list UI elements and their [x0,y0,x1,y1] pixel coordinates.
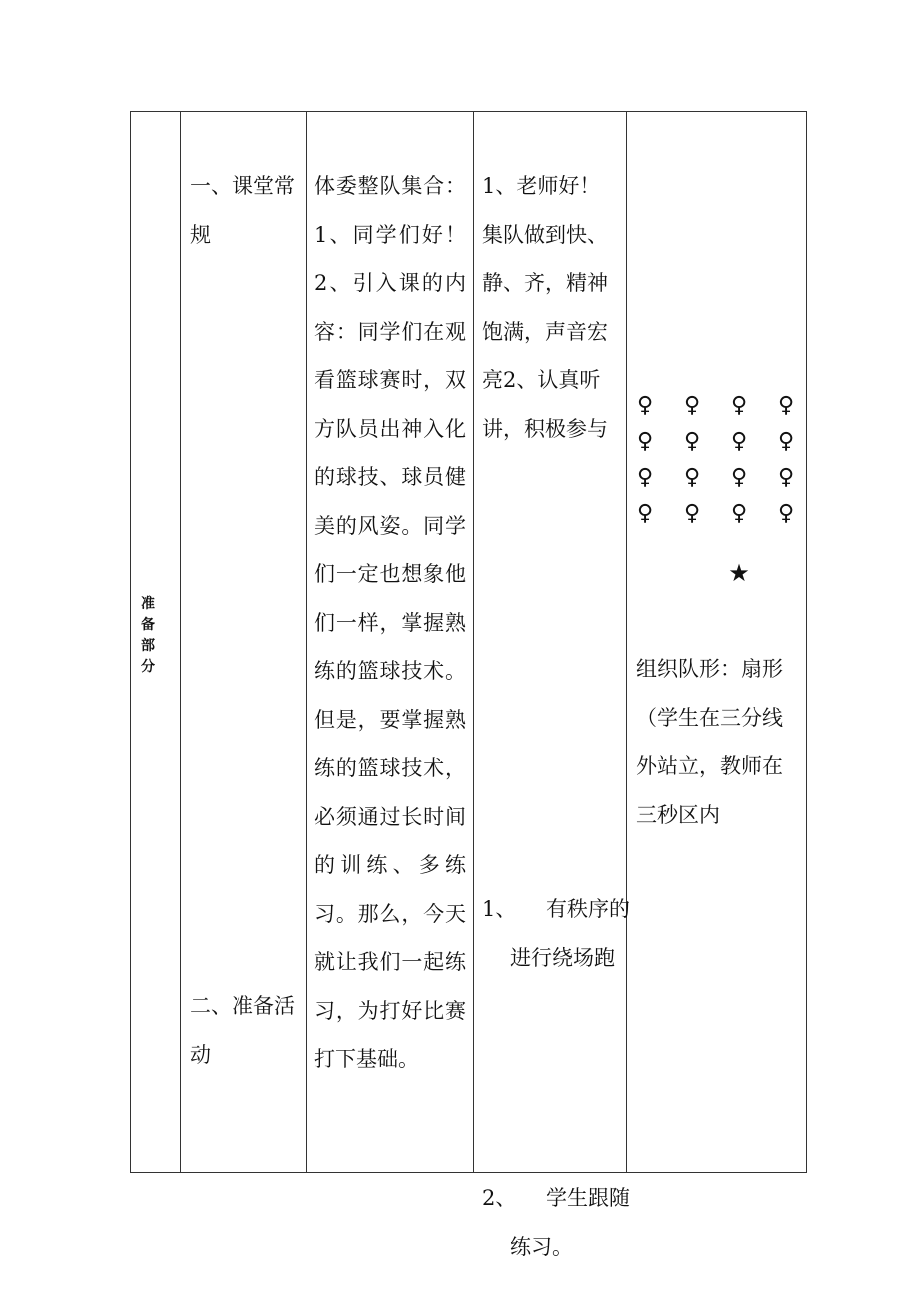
student-marker-icon: ♀ [730,429,748,454]
student-activity-follow [482,1174,648,1271]
formation-row [634,428,800,464]
student-marker-icon: ♀ [730,393,748,418]
formation-row [634,392,800,428]
column-divider [626,111,627,1173]
column-divider [306,111,307,1173]
column-divider [473,111,474,1173]
content-item-warmup: 二、准备活动 [190,994,295,1067]
student-activity-jog-text: 有秩序的进行绕场跑 [510,897,630,970]
student-marker-icon: ♀ [683,393,701,418]
student-marker-icon: ♀ [683,465,701,490]
student-marker-icon: ♀ [636,429,654,454]
list-number: 1、 [482,897,517,921]
column-divider [180,111,181,1173]
formation-diagram [634,392,800,536]
student-activity-follow-text: 学生跟随练习。 [510,1186,630,1259]
student-marker-icon: ♀ [636,465,654,490]
formation-row [634,464,800,500]
student-marker-icon: ♀ [683,429,701,454]
section-label-char: 准 [141,596,155,612]
list-number: 2、 [482,1186,517,1210]
teacher-star-icon: ★ [728,559,750,587]
student-marker-icon: ♀ [777,465,795,490]
student-marker-icon: ♀ [636,501,654,526]
teacher-activity: 体委整队集合：1、同学们好！2、引入课的内容：同学们在观看篮球赛时，双方队员出神入化的球技、球员健美的风姿。同学们一定也想象他们一样，掌握熟练的篮球技术。但是，要掌握熟练的篮球技术，必须通过长时间的训练、多练习。那么，今天就让我们一起练习，为打好比赛打下基础。 [314,174,466,1071]
student-marker-icon: ♀ [683,501,701,526]
section-label-char: 备 [141,617,155,633]
content-item-routine: 一、课堂常规 [190,174,295,247]
formation-row [634,500,800,536]
student-activity-jog [482,885,648,982]
student-marker-icon: ♀ [777,393,795,418]
student-marker-icon: ♀ [636,393,654,418]
student-marker-icon: ♀ [777,429,795,454]
section-label-char: 分 [141,659,155,675]
student-marker-icon: ♀ [777,501,795,526]
student-marker-icon: ♀ [730,501,748,526]
section-label [140,594,156,678]
organization-text: 组织队形：扇形（学生在三分线外站立，教师在三秒区内 [636,657,783,827]
student-marker-icon: ♀ [730,465,748,490]
student-activity-response: 1、老师好！集队做到快、静、齐，精神饱满，声音宏亮2、认真听讲，积极参与 [482,174,608,441]
section-label-char: 部 [141,638,155,654]
